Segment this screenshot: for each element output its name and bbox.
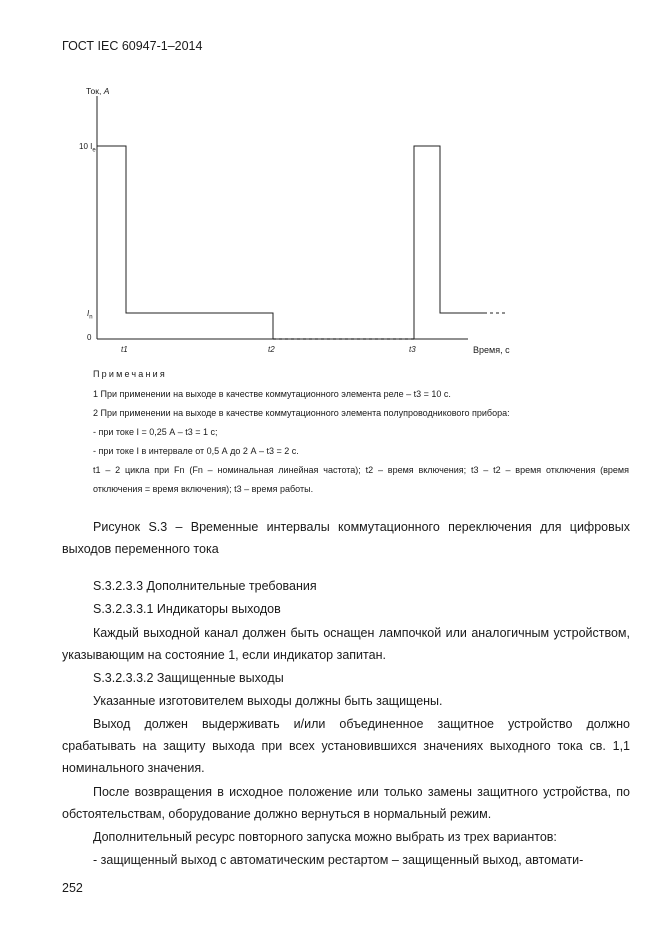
paragraph-restart-options: Дополнительный ресурс повторного запуска можно выбрать из трех вариантов: (93, 830, 557, 844)
current-pulse-1 (97, 146, 273, 339)
note-1: 1 При применении на выходе в качестве коммутационного элемента реле – t3 = 10 с. (93, 389, 451, 399)
y-tick-zero: 0 (87, 333, 92, 342)
paragraph-indicators: Каждый выходной канал должен быть оснащен лампочкой или аналогичным устройством, указывающим на состояние 1, если индикатор запитан. (62, 626, 630, 662)
figure-caption: Рисунок S.3 – Временные интервалы коммутационного переключения для цифровых выходов переменного тока (62, 520, 630, 556)
current-pulse-2 (414, 146, 484, 339)
y-tick-10ie: 10 $I_e$ (79, 142, 96, 154)
note-2: 2 При применении на выходе в качестве коммутационного элемента полупроводникового прибора: (93, 408, 510, 418)
note-5: t1 – 2 цикла при Fn (Fn – номинальная линейная частота); t2 – время включения; t3 – t2 – время отключения (время отключения = время включения); t3 – время работы. (93, 465, 629, 494)
x-tick-t1: t1 (121, 345, 128, 354)
section-heading-indicators: S.3.2.3.3.1 Индикаторы выходов (93, 602, 281, 616)
y-axis-label: Ток, A (86, 86, 110, 96)
section-heading-additional: S.3.2.3.3 Дополнительные требования (93, 579, 317, 593)
paragraph-auto-restart: - защищенный выход с автоматическим рестартом – защищенный выход, автомати- (93, 853, 584, 867)
paragraph-withstand: Выход должен выдерживать и/или объединенное защитное устройство должно срабатывать на защиту выхода при всех установившихся значениях выходного тока св. 1,1 номинального значения. (62, 717, 630, 775)
notes-title: Примечания (93, 369, 167, 379)
note-3: - при токе I = 0,25 А – t3 = 1 с; (93, 427, 218, 437)
x-tick-t2: t2 (268, 345, 275, 354)
x-tick-t3: t3 (409, 345, 416, 354)
current-time-chart (0, 0, 661, 360)
paragraph-recovery: После возвращения в исходное положение или только замены защитного устройства, по обстоятельствам, оборудование должно вернуться в нормальный режим. (62, 785, 630, 821)
paragraph-protected: Указанные изготовителем выходы должны быть защищены. (93, 694, 443, 708)
note-4: - при токе I в интервале от 0,5 А до 2 А – t3 = 2 с. (93, 446, 299, 456)
y-tick-in: $I_n$ (87, 309, 93, 321)
page-number: 252 (62, 881, 83, 895)
document-header: ГОСТ IEC 60947-1–2014 (62, 39, 203, 53)
section-heading-protected: S.3.2.3.3.2 Защищенные выходы (93, 671, 284, 685)
x-axis-label: Время, с (473, 345, 510, 355)
